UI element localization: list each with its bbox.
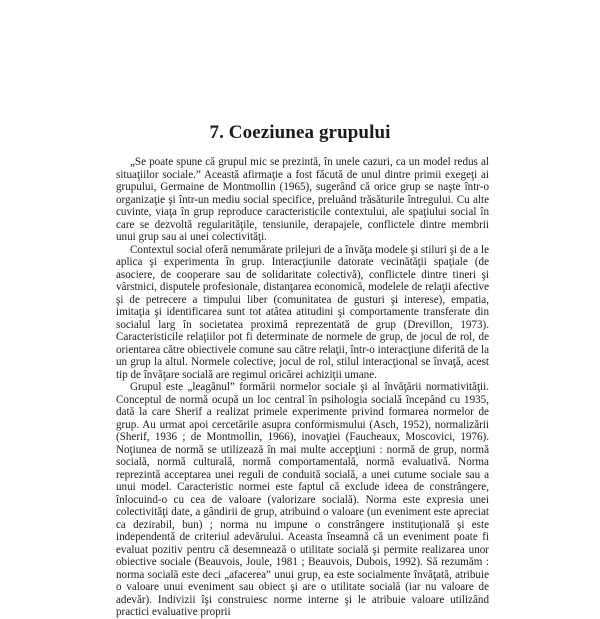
paragraph-social-context: Contextul social oferă nenumărate prilejuri de a învăţa modele şi stiluri şi de a le aplica şi experimenta în grup. Interacţiunile datorate vecinătăţii spaţiale (de asociere, de cooperare sau de solidaritate colectivă), conflictele dintre tineri şi vârstnici, disputele profesionale, distanţarea economică, modelele de relaţii afective şi de petrecere a timpului liber (comunitatea de gusturi şi interese), empatia, imitaţia şi identificarea sunt tot atâtea atitudini şi comportamente transferate din socialul larg în societatea proximă reprezentată de grup (Drevillon, 1973). Caracteristicile relaţiilor pot fi determinate de normele de grup, de jocul de rol, de orientarea către obiectivele comune sau către relaţii, într-o interacţiune diferită de la un grup la altul. Normele colective, jocul de rol, stilul interacţional se învaţă, acest tip de învăţare socială are regimul oricărei achiziţii umane.: [116, 243, 489, 381]
chapter-body: [116, 156, 489, 619]
chapter-title: 7. Coeziunea grupului: [209, 122, 391, 143]
paragraph-norms: Grupul este „leagănul” formării normelor sociale şi al învăţării normativităţii. Conceptul de normă ocupă un loc central în psihologia socială începând cu 1935, dată la care Sherif a realizat primele experimente privind formarea normelor de grup. Au urmat apoi cercetările asupra conformismului (Asch, 1952), normalizării (Sherif, 1936 ; de Montmollin, 1966), inovaţiei (Faucheaux, Moscovici, 1976). Noţiunea de normă se utilizează în mai multe accepţiuni : normă de grup, normă socială, normă culturală, normă comportamentală, normă evaluativă. Norma reprezintă acceptarea unei reguli de conduită socială, a unei cutume sociale sau a unui model. Caracteristic normei este faptul că exclude ideea de constrângere, înlocuind-o cu cea de valoare (valorizare socială). Norma este expresia unei colectivităţi date, a gândirii de grup, atribuind o valoare (un eveniment este apreciat ca dezirabil, bun) ; norma nu impune o constrângere instituţională şi este independentă de criteriul adevărului. Aceasta înseamnă că un eveniment poate fi evaluat pozitiv pentru că desemnează o utilitate socială şi permite realizarea unor obiective sociale (Beauvois, Joule, 1981 ; Beauvois, Dubois, 1992). Să rezumăm : norma socială este deci „afacerea” unui grup, ea este socialmente învăţată, atribuie o valoare unui eveniment sau obiect şi are o utilitate socială (iar nu valoare de adevăr). Indivizii îşi construiesc norme interne şi le atribuie valoare utilizând practici evaluative proprii: [116, 381, 489, 618]
paragraph-intro: „Se poate spune că grupul mic se prezintă, în unele cazuri, ca un model redus al situaţiilor sociale.” Această afirmaţie a fost făcută de unul dintre primii exegeţi ai grupului, Germaine de Montmollin (1965), sugerând că orice grup se naşte într-o organizaţie şi într-un mediu social specifice, preluând trăsăturile întregului. Cu alte cuvinte, viaţa în grup reproduce caracteristicile contextului, ale spaţiului social în care se dezvoltă regularităţile, tensiunile, derapajele, conflictele dintre membrii unui grup sau ai unei colectivităţi.: [116, 156, 489, 243]
